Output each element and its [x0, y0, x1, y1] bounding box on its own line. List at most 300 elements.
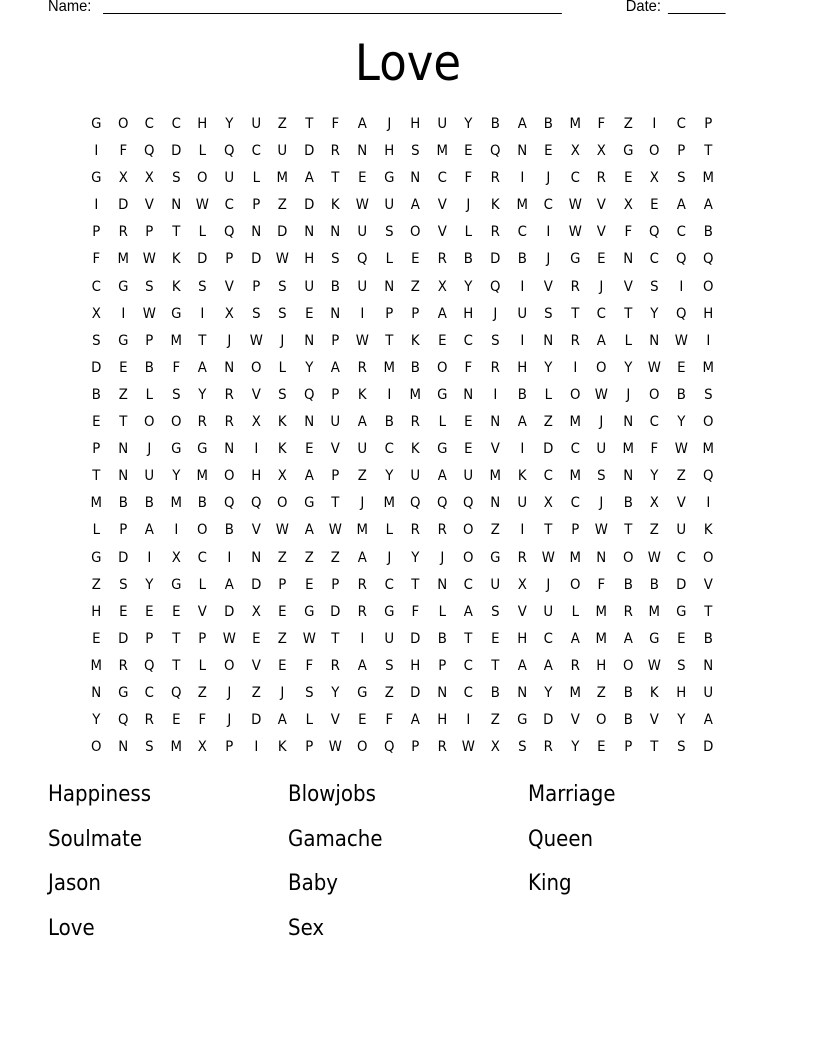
grid-cell[interactable]: P: [145, 630, 154, 647]
grid-cell[interactable]: U: [330, 414, 341, 431]
grid-cell[interactable]: D: [250, 712, 261, 729]
grid-cell[interactable]: B: [144, 495, 155, 512]
grid-cell[interactable]: Z: [91, 576, 101, 593]
grid-cell[interactable]: N: [649, 332, 660, 349]
grid-cell[interactable]: R: [410, 414, 421, 431]
grid-cell[interactable]: E: [358, 712, 367, 729]
grid-cell[interactable]: G: [91, 170, 102, 187]
grid-cell[interactable]: S: [171, 386, 181, 403]
grid-cell[interactable]: R: [437, 739, 447, 756]
grid-cell[interactable]: H: [197, 116, 208, 132]
grid-cell[interactable]: O: [649, 386, 661, 403]
grid-cell[interactable]: X: [144, 170, 155, 187]
grid-cell[interactable]: X: [650, 170, 660, 187]
grid-cell[interactable]: Q: [702, 251, 714, 268]
grid-cell[interactable]: H: [91, 603, 102, 620]
grid-cell[interactable]: C: [171, 116, 181, 132]
grid-cell[interactable]: Q: [649, 224, 661, 241]
grid-cell[interactable]: W: [142, 305, 157, 322]
grid-cell[interactable]: A: [517, 116, 527, 132]
grid-cell[interactable]: S: [304, 684, 314, 701]
grid-cell[interactable]: C: [650, 414, 660, 431]
grid-cell[interactable]: W: [355, 197, 369, 214]
grid-cell[interactable]: I: [200, 305, 205, 322]
grid-cell[interactable]: S: [145, 739, 154, 756]
grid-cell[interactable]: E: [304, 441, 314, 458]
grid-cell[interactable]: O: [702, 414, 714, 431]
grid-cell[interactable]: O: [170, 414, 182, 431]
grid-cell[interactable]: O: [463, 549, 474, 566]
grid-cell[interactable]: A: [703, 712, 713, 729]
grid-cell[interactable]: V: [437, 197, 447, 214]
grid-cell[interactable]: B: [623, 712, 633, 729]
grid-cell[interactable]: F: [172, 359, 180, 376]
grid-cell[interactable]: N: [171, 197, 182, 214]
grid-cell[interactable]: D: [410, 684, 421, 701]
grid-cell[interactable]: D: [676, 576, 687, 593]
grid-cell[interactable]: I: [253, 441, 258, 458]
grid-cell[interactable]: U: [543, 603, 554, 620]
grid-cell[interactable]: I: [147, 549, 152, 566]
grid-cell[interactable]: A: [357, 414, 367, 431]
grid-cell[interactable]: E: [251, 630, 261, 647]
grid-cell[interactable]: G: [117, 684, 129, 701]
grid-cell[interactable]: C: [543, 468, 554, 485]
grid-cell[interactable]: M: [90, 495, 103, 512]
grid-cell[interactable]: G: [383, 170, 394, 187]
grid-cell[interactable]: Z: [118, 386, 128, 403]
grid-cell[interactable]: R: [224, 414, 234, 431]
grid-cell[interactable]: L: [278, 359, 287, 376]
grid-cell[interactable]: T: [172, 657, 181, 674]
grid-cell[interactable]: L: [252, 170, 260, 187]
grid-cell[interactable]: G: [117, 278, 129, 295]
grid-cell[interactable]: E: [278, 603, 287, 620]
grid-cell[interactable]: Z: [357, 468, 367, 485]
grid-cell[interactable]: D: [330, 603, 341, 620]
grid-cell[interactable]: G: [383, 603, 394, 620]
grid-cell[interactable]: M: [595, 603, 608, 620]
grid-cell[interactable]: L: [624, 332, 632, 349]
grid-cell[interactable]: O: [569, 386, 581, 403]
grid-cell[interactable]: F: [464, 359, 473, 376]
grid-cell[interactable]: C: [91, 278, 101, 295]
grid-cell[interactable]: W: [674, 332, 688, 349]
grid-cell[interactable]: O: [596, 712, 607, 729]
grid-cell[interactable]: X: [517, 576, 527, 593]
grid-cell[interactable]: X: [251, 414, 261, 431]
grid-cell[interactable]: W: [222, 630, 236, 647]
grid-cell[interactable]: R: [410, 522, 421, 539]
grid-cell[interactable]: U: [437, 116, 447, 132]
grid-cell[interactable]: C: [463, 332, 474, 349]
grid-cell[interactable]: G: [170, 576, 182, 593]
grid-cell[interactable]: G: [436, 386, 448, 403]
grid-cell[interactable]: Q: [356, 251, 368, 268]
grid-cell[interactable]: X: [437, 278, 447, 295]
grid-cell[interactable]: P: [225, 251, 234, 268]
grid-cell[interactable]: Z: [384, 684, 394, 701]
grid-cell[interactable]: V: [490, 441, 500, 458]
grid-cell[interactable]: T: [331, 495, 340, 512]
grid-cell[interactable]: Z: [490, 712, 500, 729]
grid-cell[interactable]: V: [251, 386, 261, 403]
grid-cell[interactable]: V: [543, 278, 553, 295]
grid-cell[interactable]: I: [519, 332, 524, 349]
grid-cell[interactable]: M: [409, 386, 422, 403]
grid-cell[interactable]: U: [463, 468, 474, 485]
grid-cell[interactable]: T: [703, 143, 713, 160]
grid-cell[interactable]: Z: [623, 116, 633, 132]
grid-cell[interactable]: R: [570, 278, 580, 295]
grid-cell[interactable]: M: [569, 468, 581, 485]
grid-cell[interactable]: F: [119, 143, 127, 160]
grid-cell[interactable]: A: [198, 359, 208, 376]
grid-cell[interactable]: J: [546, 576, 551, 593]
grid-cell[interactable]: V: [623, 278, 633, 295]
grid-cell[interactable]: E: [597, 251, 606, 268]
grid-cell[interactable]: Q: [250, 495, 262, 512]
grid-cell[interactable]: Q: [463, 495, 474, 512]
grid-cell[interactable]: N: [702, 657, 713, 674]
grid-cell[interactable]: O: [250, 359, 262, 376]
grid-cell[interactable]: N: [623, 468, 634, 485]
grid-cell[interactable]: M: [436, 143, 448, 160]
grid-cell[interactable]: N: [623, 251, 634, 268]
grid-cell[interactable]: M: [516, 197, 528, 214]
grid-cell[interactable]: A: [277, 712, 287, 729]
grid-cell[interactable]: G: [623, 143, 634, 160]
grid-cell[interactable]: K: [411, 332, 420, 349]
grid-cell[interactable]: S: [92, 332, 101, 349]
grid-cell[interactable]: U: [676, 522, 687, 539]
grid-cell[interactable]: Y: [198, 386, 207, 403]
grid-cell[interactable]: V: [144, 197, 155, 214]
grid-cell[interactable]: P: [305, 739, 314, 756]
grid-cell[interactable]: U: [383, 197, 394, 214]
grid-cell[interactable]: C: [463, 684, 474, 701]
grid-cell[interactable]: X: [224, 305, 234, 322]
grid-cell[interactable]: K: [171, 251, 181, 268]
grid-cell[interactable]: V: [331, 441, 341, 458]
grid-cell[interactable]: P: [411, 305, 420, 322]
grid-cell[interactable]: Q: [224, 224, 235, 241]
grid-cell[interactable]: Z: [304, 549, 314, 566]
grid-cell[interactable]: N: [304, 332, 315, 349]
grid-cell[interactable]: W: [275, 251, 290, 268]
grid-cell[interactable]: K: [331, 197, 341, 214]
grid-cell[interactable]: T: [411, 576, 420, 593]
grid-cell[interactable]: V: [517, 603, 527, 620]
grid-cell[interactable]: J: [386, 549, 391, 566]
grid-cell[interactable]: U: [357, 441, 368, 458]
grid-cell[interactable]: L: [92, 522, 101, 539]
grid-cell[interactable]: D: [197, 251, 208, 268]
grid-cell[interactable]: G: [357, 684, 368, 701]
grid-cell[interactable]: T: [384, 332, 393, 349]
grid-cell[interactable]: B: [623, 684, 633, 701]
grid-cell[interactable]: G: [569, 251, 581, 268]
grid-cell[interactable]: W: [595, 386, 609, 403]
grid-cell[interactable]: Y: [172, 468, 181, 485]
grid-cell[interactable]: E: [677, 630, 686, 647]
grid-cell[interactable]: D: [91, 359, 102, 376]
grid-cell[interactable]: Y: [145, 576, 154, 593]
grid-cell[interactable]: S: [278, 305, 287, 322]
grid-cell[interactable]: W: [568, 197, 582, 214]
grid-cell[interactable]: V: [198, 603, 208, 620]
grid-cell[interactable]: K: [278, 441, 287, 458]
grid-cell[interactable]: M: [702, 359, 714, 376]
grid-cell[interactable]: G: [436, 441, 448, 458]
grid-cell[interactable]: Z: [198, 684, 208, 701]
grid-cell[interactable]: E: [145, 603, 154, 620]
grid-cell[interactable]: I: [705, 332, 710, 349]
grid-cell[interactable]: I: [679, 278, 684, 295]
grid-cell[interactable]: C: [384, 576, 394, 593]
grid-cell[interactable]: G: [197, 441, 208, 458]
grid-cell[interactable]: I: [120, 305, 125, 322]
grid-cell[interactable]: H: [410, 657, 421, 674]
grid-cell[interactable]: K: [278, 739, 287, 756]
grid-cell[interactable]: O: [224, 468, 235, 485]
grid-cell[interactable]: B: [464, 251, 474, 268]
grid-cell[interactable]: W: [595, 522, 609, 539]
grid-cell[interactable]: N: [596, 549, 607, 566]
grid-cell[interactable]: C: [650, 251, 660, 268]
grid-cell[interactable]: R: [118, 224, 128, 241]
grid-cell[interactable]: W: [329, 739, 343, 756]
grid-cell[interactable]: T: [544, 522, 553, 539]
grid-cell[interactable]: O: [197, 522, 208, 539]
grid-cell[interactable]: N: [304, 414, 315, 431]
date-field[interactable]: _______: [668, 0, 726, 15]
grid-cell[interactable]: S: [278, 278, 287, 295]
grid-cell[interactable]: L: [385, 522, 393, 539]
grid-cell[interactable]: M: [569, 549, 581, 566]
grid-cell[interactable]: H: [250, 468, 261, 485]
grid-cell[interactable]: Y: [92, 712, 101, 729]
grid-cell[interactable]: W: [541, 549, 555, 566]
grid-cell[interactable]: C: [251, 143, 261, 160]
grid-cell[interactable]: E: [304, 305, 314, 322]
grid-cell[interactable]: A: [304, 522, 314, 539]
grid-cell[interactable]: M: [170, 739, 182, 756]
grid-cell[interactable]: B: [676, 386, 686, 403]
grid-cell[interactable]: M: [702, 441, 714, 458]
grid-cell[interactable]: X: [171, 549, 181, 566]
grid-cell[interactable]: O: [649, 143, 661, 160]
grid-cell[interactable]: V: [597, 197, 607, 214]
grid-cell[interactable]: C: [224, 197, 234, 214]
grid-cell[interactable]: C: [517, 224, 527, 241]
grid-cell[interactable]: N: [224, 359, 235, 376]
grid-cell[interactable]: S: [677, 170, 686, 187]
grid-cell[interactable]: M: [196, 468, 209, 485]
grid-cell[interactable]: N: [91, 684, 102, 701]
grid-cell[interactable]: S: [411, 143, 420, 160]
grid-cell[interactable]: A: [597, 332, 607, 349]
grid-cell[interactable]: D: [543, 712, 554, 729]
grid-cell[interactable]: W: [648, 359, 662, 376]
grid-cell[interactable]: R: [198, 414, 208, 431]
grid-cell[interactable]: E: [490, 630, 500, 647]
grid-cell[interactable]: W: [648, 549, 662, 566]
grid-cell[interactable]: F: [198, 712, 207, 729]
grid-cell[interactable]: R: [331, 657, 341, 674]
grid-cell[interactable]: M: [569, 414, 581, 431]
grid-cell[interactable]: Q: [224, 143, 235, 160]
grid-cell[interactable]: P: [198, 630, 207, 647]
grid-cell[interactable]: H: [596, 657, 607, 674]
grid-cell[interactable]: C: [384, 441, 394, 458]
grid-cell[interactable]: B: [437, 630, 447, 647]
grid-cell[interactable]: E: [464, 143, 473, 160]
grid-cell[interactable]: Q: [144, 143, 155, 160]
grid-cell[interactable]: I: [652, 116, 657, 132]
grid-cell[interactable]: J: [466, 197, 471, 214]
grid-cell[interactable]: J: [147, 441, 152, 458]
grid-cell[interactable]: G: [170, 441, 182, 458]
grid-cell[interactable]: E: [304, 576, 314, 593]
grid-cell[interactable]: R: [224, 386, 234, 403]
grid-cell[interactable]: M: [117, 251, 129, 268]
grid-cell[interactable]: O: [702, 549, 714, 566]
grid-cell[interactable]: M: [383, 359, 395, 376]
grid-cell[interactable]: N: [117, 739, 128, 756]
grid-cell[interactable]: J: [227, 332, 232, 349]
grid-cell[interactable]: G: [91, 116, 102, 132]
grid-cell[interactable]: F: [331, 116, 340, 132]
grid-cell[interactable]: B: [703, 630, 713, 647]
grid-cell[interactable]: I: [386, 386, 391, 403]
grid-cell[interactable]: S: [145, 278, 154, 295]
grid-cell[interactable]: L: [198, 143, 207, 160]
grid-cell[interactable]: U: [516, 495, 527, 512]
grid-cell[interactable]: U: [516, 305, 527, 322]
grid-cell[interactable]: O: [91, 739, 102, 756]
grid-cell[interactable]: E: [92, 414, 101, 431]
grid-cell[interactable]: T: [331, 170, 340, 187]
grid-cell[interactable]: O: [622, 657, 634, 674]
grid-cell[interactable]: Q: [410, 495, 421, 512]
grid-cell[interactable]: E: [278, 657, 287, 674]
grid-cell[interactable]: A: [517, 414, 527, 431]
grid-cell[interactable]: R: [570, 657, 580, 674]
grid-cell[interactable]: Y: [624, 359, 633, 376]
grid-cell[interactable]: U: [250, 116, 261, 132]
grid-cell[interactable]: B: [198, 495, 208, 512]
grid-cell[interactable]: Y: [677, 712, 686, 729]
grid-cell[interactable]: V: [331, 712, 341, 729]
grid-cell[interactable]: U: [224, 170, 235, 187]
grid-cell[interactable]: E: [464, 441, 473, 458]
grid-cell[interactable]: S: [597, 468, 606, 485]
grid-cell[interactable]: E: [411, 251, 420, 268]
grid-cell[interactable]: Z: [597, 684, 607, 701]
grid-cell[interactable]: B: [91, 386, 101, 403]
grid-cell[interactable]: Q: [170, 684, 182, 701]
grid-cell[interactable]: B: [490, 684, 500, 701]
grid-cell[interactable]: B: [623, 576, 633, 593]
name-field[interactable]: ________________________________________________________: [103, 0, 562, 15]
grid-cell[interactable]: X: [597, 143, 607, 160]
grid-cell[interactable]: C: [676, 224, 687, 241]
grid-cell[interactable]: S: [118, 576, 128, 593]
grid-cell[interactable]: Z: [277, 116, 288, 132]
grid-cell[interactable]: D: [250, 576, 261, 593]
grid-cell[interactable]: Y: [544, 359, 553, 376]
grid-cell[interactable]: T: [118, 414, 127, 431]
grid-cell[interactable]: E: [437, 332, 447, 349]
grid-cell[interactable]: C: [437, 170, 447, 187]
grid-cell[interactable]: H: [437, 712, 448, 729]
grid-cell[interactable]: S: [278, 386, 287, 403]
grid-cell[interactable]: F: [384, 712, 393, 729]
grid-cell[interactable]: E: [650, 197, 659, 214]
grid-cell[interactable]: Z: [277, 197, 288, 214]
grid-cell[interactable]: O: [596, 359, 607, 376]
grid-cell[interactable]: X: [623, 197, 633, 214]
grid-cell[interactable]: R: [490, 359, 500, 376]
grid-cell[interactable]: R: [357, 603, 367, 620]
grid-cell[interactable]: O: [224, 657, 235, 674]
grid-cell[interactable]: A: [410, 197, 420, 214]
grid-cell[interactable]: J: [546, 170, 551, 187]
grid-cell[interactable]: C: [676, 116, 687, 132]
grid-cell[interactable]: O: [463, 522, 474, 539]
grid-cell[interactable]: Y: [650, 468, 659, 485]
grid-cell[interactable]: I: [705, 495, 710, 512]
grid-cell[interactable]: Z: [410, 278, 420, 295]
grid-cell[interactable]: C: [570, 495, 580, 512]
grid-cell[interactable]: L: [385, 251, 393, 268]
grid-cell[interactable]: I: [493, 386, 498, 403]
grid-cell[interactable]: Q: [117, 712, 129, 729]
grid-cell[interactable]: O: [277, 495, 288, 512]
grid-cell[interactable]: N: [117, 468, 128, 485]
grid-cell[interactable]: L: [198, 224, 207, 241]
grid-cell[interactable]: X: [490, 739, 500, 756]
grid-cell[interactable]: N: [543, 332, 554, 349]
grid-cell[interactable]: O: [702, 278, 714, 295]
grid-cell[interactable]: M: [595, 630, 608, 647]
grid-cell[interactable]: R: [623, 603, 633, 620]
grid-cell[interactable]: M: [276, 170, 289, 187]
grid-cell[interactable]: N: [410, 170, 421, 187]
grid-cell[interactable]: R: [490, 170, 500, 187]
grid-cell[interactable]: R: [357, 359, 367, 376]
grid-cell[interactable]: Y: [464, 116, 473, 132]
grid-cell[interactable]: I: [360, 630, 365, 647]
grid-cell[interactable]: A: [357, 116, 367, 132]
grid-cell[interactable]: Q: [489, 143, 501, 160]
grid-cell[interactable]: N: [250, 224, 261, 241]
grid-cell[interactable]: N: [357, 143, 368, 160]
grid-cell[interactable]: L: [305, 712, 313, 729]
grid-cell[interactable]: J: [386, 116, 391, 132]
grid-cell[interactable]: E: [677, 359, 686, 376]
grid-cell[interactable]: U: [596, 441, 607, 458]
grid-cell[interactable]: S: [198, 278, 207, 295]
grid-cell[interactable]: X: [91, 305, 101, 322]
grid-cell[interactable]: T: [172, 630, 181, 647]
grid-cell[interactable]: E: [118, 359, 128, 376]
grid-cell[interactable]: Z: [543, 414, 553, 431]
grid-cell[interactable]: P: [251, 197, 260, 214]
grid-cell[interactable]: B: [623, 495, 633, 512]
grid-cell[interactable]: Z: [277, 630, 288, 647]
